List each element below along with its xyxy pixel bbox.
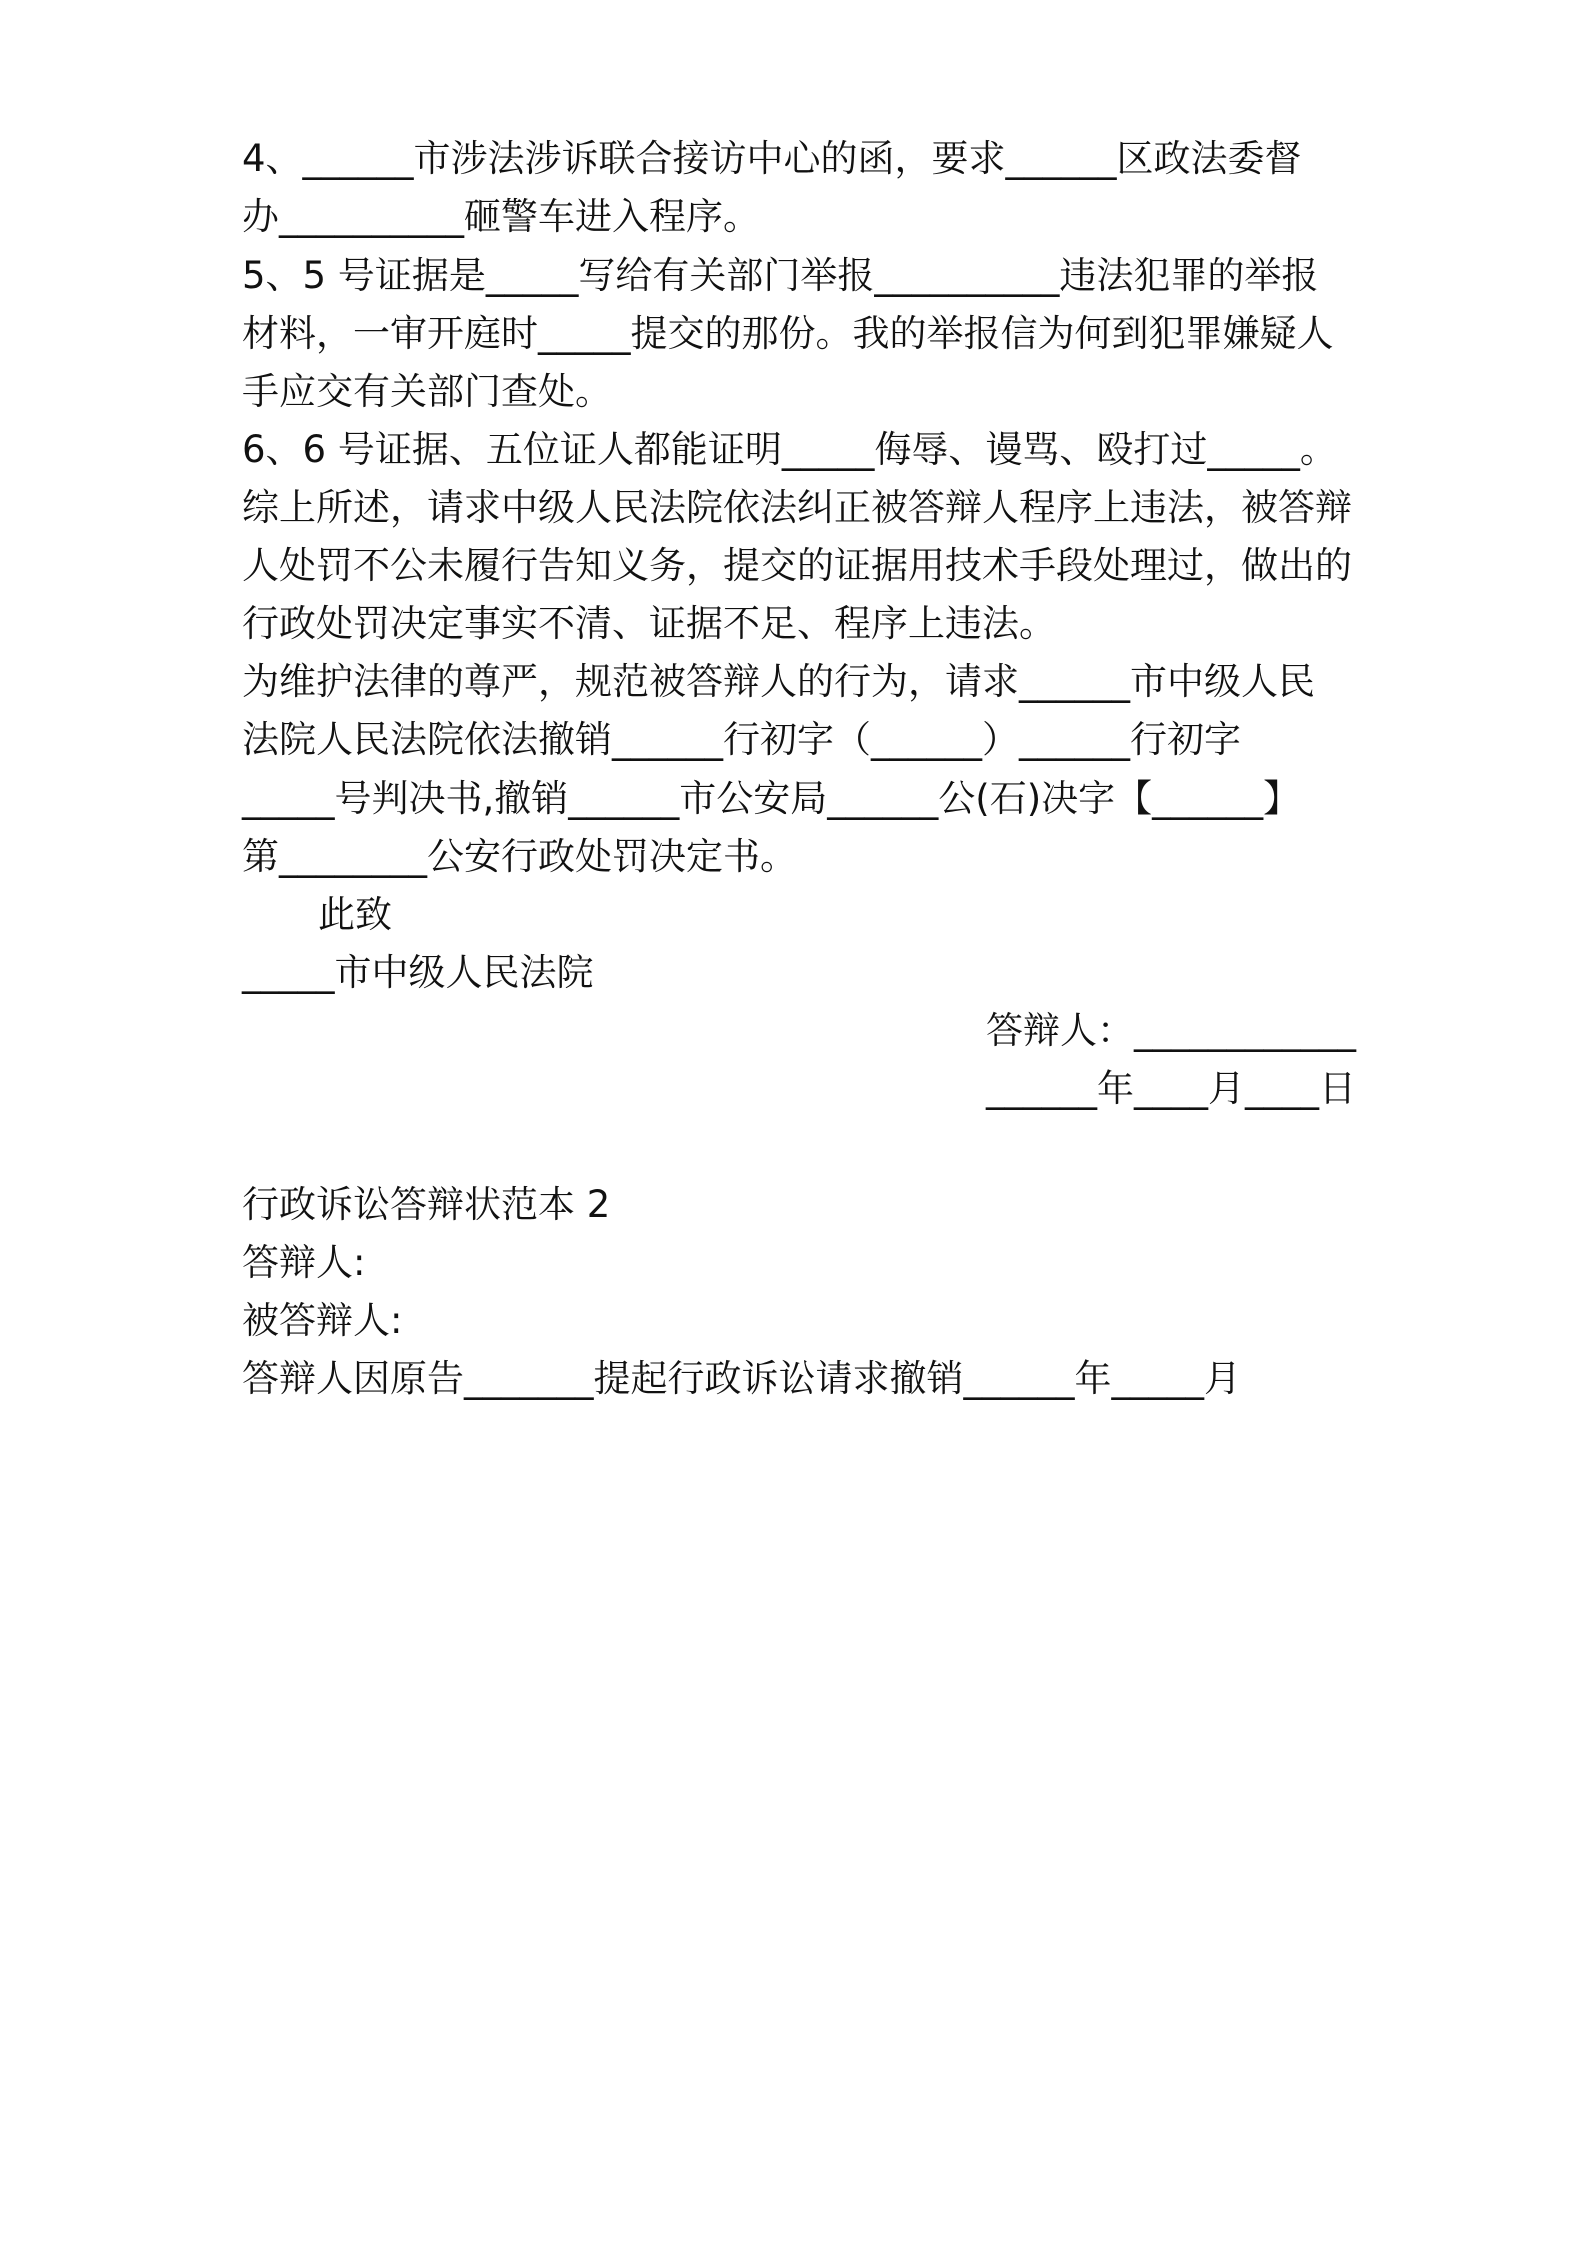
paragraph-line-11: 法院人民法院依法撤销______行初字（______）______行初字 xyxy=(242,718,1241,761)
paragraph-line-9: 行政处罚决定事实不清、证据不足、程序上违法。 xyxy=(242,602,1056,645)
sample2-body-line-1: 答辩人因原告_______提起行政诉讼请求撤销______年_____月 xyxy=(242,1357,1241,1400)
paragraph-line-6: 6、6 号证据、五位证人都能证明_____侮辱、谩骂、殴打过_____。 xyxy=(242,428,1337,471)
sample2-respondent: 答辩人: xyxy=(242,1241,366,1284)
paragraph-line-2: 办__________砸警车进入程序。 xyxy=(242,195,760,238)
paragraph-line-7: 综上所述，请求中级人民法院依法纠正被答辩人程序上违法，被答辩 xyxy=(242,486,1352,529)
paragraph-line-1: 4、______市涉法涉诉联合接访中心的函，要求______区政法委督 xyxy=(242,137,1302,180)
sample2-title: 行政诉讼答辩状范本 2 xyxy=(242,1183,611,1226)
paragraph-line-12: _____号判决书,撤销______市公安局______公(石)决字【______】 xyxy=(242,777,1301,820)
paragraph-line-10: 为维护法律的尊严，规范被答辩人的行为，请求______市中级人民 xyxy=(242,660,1315,703)
salutation: 此致 xyxy=(318,893,392,936)
paragraph-line-13: 第________公安行政处罚决定书。 xyxy=(242,835,797,878)
paragraph-line-3: 5、5 号证据是_____写给有关部门举报__________违法犯罪的举报 xyxy=(242,254,1319,297)
paragraph-line-8: 人处罚不公未履行告知义务，提交的证据用技术手段处理过，做出的 xyxy=(242,544,1352,587)
paragraph-line-4: 材料，一审开庭时_____提交的那份。我的举报信为何到犯罪嫌疑人 xyxy=(242,312,1334,355)
date-line: ______年____月____日 xyxy=(986,1067,1356,1110)
signature-line: 答辩人：____________ xyxy=(986,1009,1356,1052)
paragraph-line-5: 手应交有关部门查处。 xyxy=(242,370,612,413)
sample2-defendant: 被答辩人: xyxy=(242,1299,403,1342)
recipient-court: _____市中级人民法院 xyxy=(242,951,594,994)
